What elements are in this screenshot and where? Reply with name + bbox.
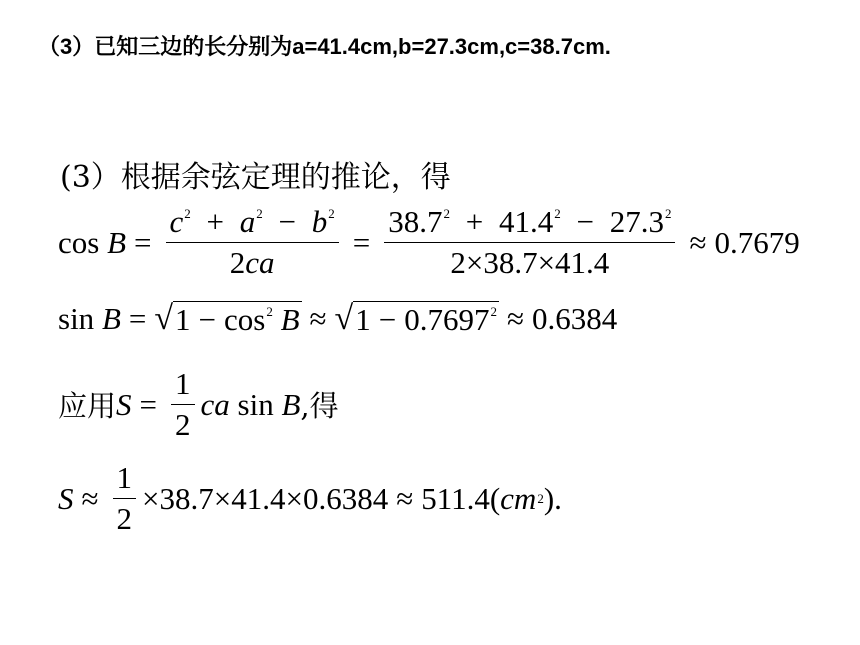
equals-sign: = [134,224,152,260]
radical-icon-2: √ [334,300,354,337]
approx-sign-4: ≈ [81,480,99,516]
problem-statement: （3）已知三边的长分别为a=41.4cm,b=27.3cm,c=38.7cm. [38,34,611,59]
half-fraction-2: $\frac{1}{2}$ [113,460,137,537]
equals-sign-2: = [352,224,371,260]
symbolic-denominator: 2ca [229,245,275,280]
equals-sign-3: = [128,301,147,336]
expr-sin: sin [237,386,274,422]
area-formula-statement [58,366,339,443]
half-fraction: $\frac{1}{2}$ [171,366,195,443]
approx-sign: ≈ [689,224,707,260]
radical-icon: √ [154,300,174,337]
symbolic-numerator: $c^2 + a^2 - b^2$ [169,204,335,239]
sin-var-b: B [101,301,121,336]
result-var-s: S [58,480,74,516]
sin-label: sin [58,301,95,336]
approx-sign-5: ≈ [396,480,414,516]
expr-ca: ca [200,386,230,422]
approx-sign-2: ≈ [309,301,327,336]
area-result: 511.4 [421,480,490,516]
solution-heading: (3）根据余弦定理的推论，得 [60,160,451,195]
numeric-numerator: 38.7$^2$ + 41.4$^2$ − 27.3$^2$ [388,204,672,239]
area-result-line: S ≈ $\frac{1}{2}$ ×38.7×41.4×0.6384 ≈ 511.4 ( cm 2 ). [58,460,562,536]
equals-sign-4: = [139,386,157,422]
sqrt-numeric: √ $1 - 0.7697^2$ [334,300,497,337]
sin-formula [58,300,617,338]
numeric-fraction [384,204,675,281]
area-product: ×38.7×41.4×0.6384 [142,480,389,516]
apply-prefix: 应用 [58,389,117,423]
sqrt-symbolic: √ $1 - \cos^2 B$ [154,300,300,337]
approx-sign-3: ≈ [506,301,524,336]
area-unit: cm [500,480,537,516]
cos-label: cos [58,224,100,260]
cos-var-b: B [107,224,127,260]
symbolic-fraction [166,204,339,281]
sin-result: 0.6384 [531,301,618,336]
cos-result: 0.7679 [714,224,800,260]
numeric-denominator: 2×38.7×41.4 [450,245,610,280]
apply-suffix: ,得 [300,389,339,423]
expr-b: B [281,386,301,422]
cos-formula [58,204,800,281]
area-var-s: S [116,386,132,422]
